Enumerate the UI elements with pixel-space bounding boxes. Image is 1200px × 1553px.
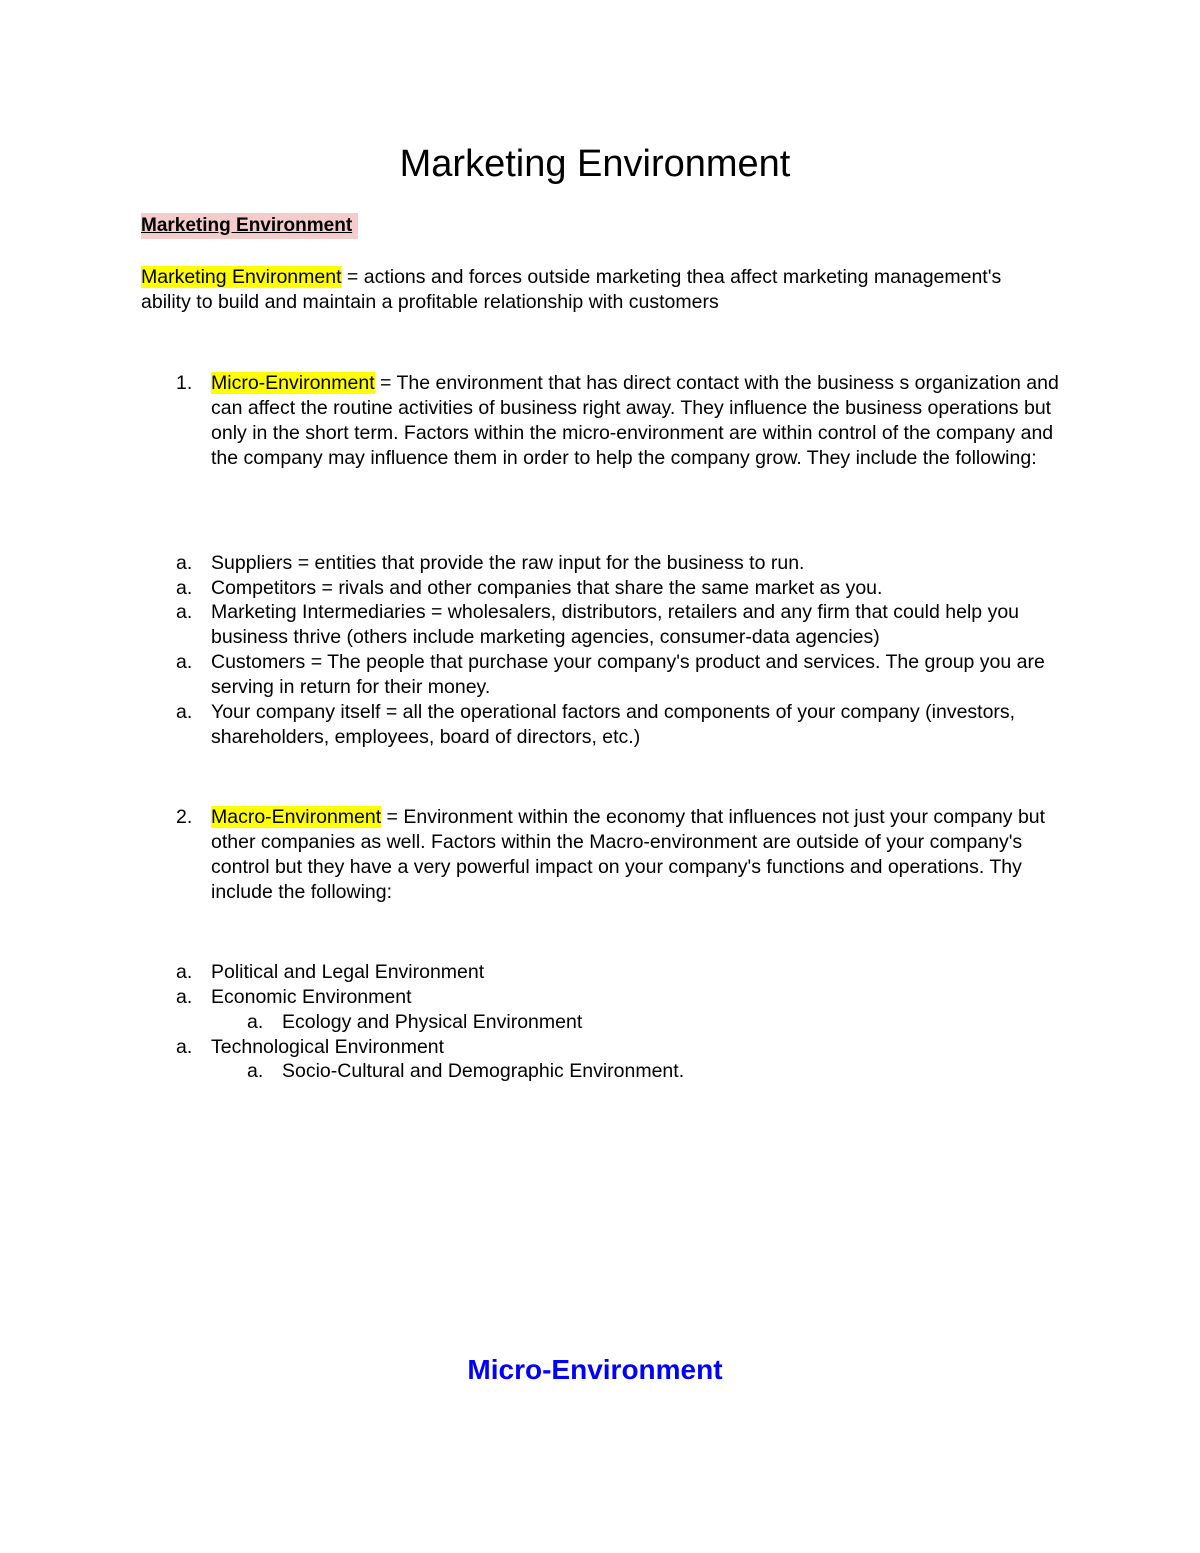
macro-subitem-sociocultural: Socio-Cultural and Demographic Environment. [282, 1060, 685, 1082]
micro-item-marker: a. [176, 601, 193, 623]
section-heading: Marketing Environment [141, 213, 358, 239]
macro-subitem-marker: a. [247, 1060, 264, 1082]
macro-item-marker: a. [176, 1036, 193, 1058]
document-title: Marketing Environment [399, 143, 791, 185]
micro-item-customers: Customers = The people that purchase your company's product and services. The group you are serving in return for their money. [211, 651, 1045, 698]
macro-subitem-ecology: Ecology and Physical Environment [282, 1011, 583, 1033]
micro-item-marker: a. [176, 651, 193, 673]
micro-item-company: Your company itself = all the operational factors and components of your company (investors, shareholders, employees, board of directors, etc.) [211, 701, 1016, 748]
micro-item-marker: a. [176, 552, 193, 574]
macro-item-economic: Economic Environment [211, 986, 412, 1008]
macro-definition: = Environment within the economy that influences not just your company but other companies as well. Factors within the Macro-environment are outside of your company's control but they have a very powerful impact on your company's functions and operations. Thy include the following: [211, 806, 1046, 903]
macro-subitem-marker: a. [247, 1011, 264, 1033]
intro-term: Marketing Environment [141, 266, 342, 288]
macro-term: Macro-Environment [211, 806, 382, 828]
macro-item-technological: Technological Environment [211, 1036, 445, 1058]
micro-item-marker: a. [176, 701, 193, 723]
micro-paragraph [211, 371, 1081, 471]
macro-paragraph [211, 805, 1081, 905]
micro-number: 1. [176, 372, 193, 394]
macro-item-marker: a. [176, 961, 193, 983]
macro-number: 2. [176, 806, 193, 828]
micro-item-intermediaries: Marketing Intermediaries = wholesalers, distributors, retailers and any firm that could help you business thrive (others include marketing agencies, consumer-data agencies) [211, 601, 1020, 648]
macro-item-political: Political and Legal Environment [211, 961, 485, 983]
micro-item-marker: a. [176, 577, 193, 599]
intro-paragraph [141, 265, 1041, 315]
intro-definition: = actions and forces outside marketing thea affect marketing management's ability to build and maintain a profitable relationship with customers [141, 266, 1002, 313]
footer-heading: Micro-Environment [467, 1354, 723, 1385]
micro-item-competitors: Competitors = rivals and other companies that share the same market as you. [211, 577, 883, 599]
macro-item-marker: a. [176, 986, 193, 1008]
micro-definition: = The environment that has direct contact with the business s organization and can affect the routine activities of business right away. They influence the business operations but only in the short term. Factors within the micro-environment are within control of the company and the company may influence them in order to help the company grow. They include the following: [211, 372, 1059, 469]
micro-term: Micro-Environment [211, 372, 375, 394]
micro-item-suppliers: Suppliers = entities that provide the raw input for the business to run. [211, 552, 805, 574]
